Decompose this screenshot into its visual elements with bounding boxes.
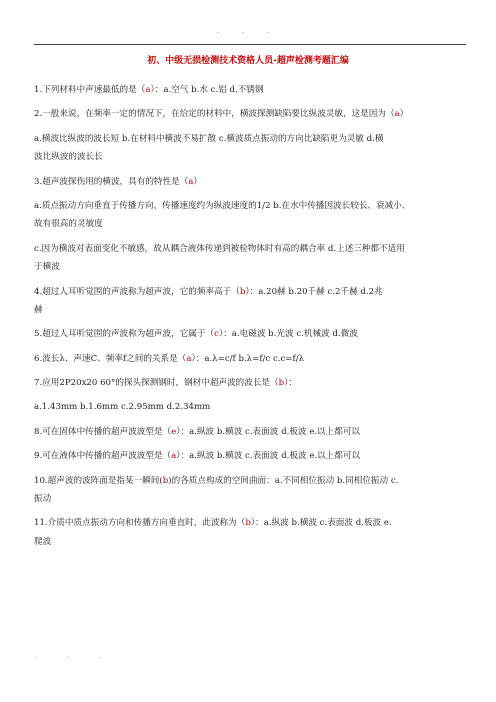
answer-key: a	[186, 353, 192, 364]
question-line-continued: 振动	[34, 494, 52, 505]
question-line: 2.一般来说，在频率一定的情况下，在给定的材料中，横波探测缺陷要比纵波灵敏，这是因为（a）	[34, 109, 409, 120]
answer-key: a	[394, 109, 400, 120]
question-list	[34, 84, 468, 560]
question-line: 1.下列材料中声速最低的是（a）：a.空气 b.水 c.铝 d.不锈钢	[34, 85, 264, 95]
answer-key: a	[145, 85, 151, 95]
question-line: 5.超过人耳听觉围的声波称为超声波，它属于（c）：a.电磁波 b.光波 c.机械波 d.微波	[34, 329, 358, 340]
question-line: 7.应用2P20x20 60°的探头探测钢时，钢材中超声波的波长是（b）：	[34, 378, 298, 389]
question-line: 6.波长λ、声速C、频率f之间的关系是（a）：a.λ=c/f b.λ=f/c c.c=f/λ	[34, 353, 305, 364]
header-dots: . . .	[216, 26, 280, 35]
option-line-continued: 波比纵波的波长长	[34, 152, 103, 163]
question-line: 8.可在固体中传播的超声波波型是（e）：a.纵波 b.横波 c.表面波 d.板波 e.以上都可以	[34, 426, 361, 437]
option-line-continued: 故有很高的灵敏度	[34, 219, 103, 230]
question-line: 3.超声波探伤用的横波，具有的特性是（a）	[34, 176, 203, 187]
option-line: a.横波比纵波的波长短 b.在材料中横波不易扩散 c.横波质点振动的方向比缺陷更为灵敏 d.横	[34, 133, 384, 144]
question-line: 10.超声波的波阵面是指某一瞬间(b)的各质点构成的空间曲面：a.不同相位振动 b.同相位振动 c.	[34, 475, 399, 486]
question-line: 4.超过人耳听觉围的声波称为超声波，它的频率高于（b）：a.20赫 b.20千赫 c.2千赫 d.2兆	[34, 286, 383, 297]
option-line-continued: 于横波	[34, 262, 60, 273]
question-line: 9.可在液体中传播的超声波波型是（a）：a.纵波 b.横波 c.表面波 d.板波 e.以上都可以	[34, 451, 361, 462]
answer-key: c	[214, 329, 219, 340]
answer-key: a	[188, 176, 194, 187]
footer-dots: . . .	[34, 652, 116, 660]
option-line: a.质点振动方向垂直于传播方向，传播速度约为纵波速度的1/2 b.在水中传播因波长较长、衰减小、	[34, 200, 411, 211]
question-line: 11.介质中质点振动方向和传播方向垂直时，此波称为（b）：a.纵波 b.横波 c.表面波 d.板波 e.	[34, 518, 392, 529]
answer-key: e	[171, 426, 177, 437]
answer-key: b	[239, 286, 246, 297]
header-rule	[34, 44, 466, 45]
question-line-continued: 爬波	[34, 536, 52, 547]
answer-key: a	[171, 451, 177, 462]
answer-key: b	[162, 475, 169, 486]
answer-key: b	[278, 378, 285, 389]
question-line-continued: 赫	[34, 304, 43, 315]
option-line: a.1.43mm b.1.6mm c.2.95mm d.2.34mm	[34, 402, 211, 413]
document-title: 初、中级无损检测技术资格人员-超声检测考题汇编	[147, 56, 349, 66]
option-line: c.因为横波对表面变化不敏感，故从耦合液体传递到被检物体时有高的耦合率 d.上述三种都不适用	[34, 243, 405, 254]
answer-key: b	[245, 518, 251, 529]
